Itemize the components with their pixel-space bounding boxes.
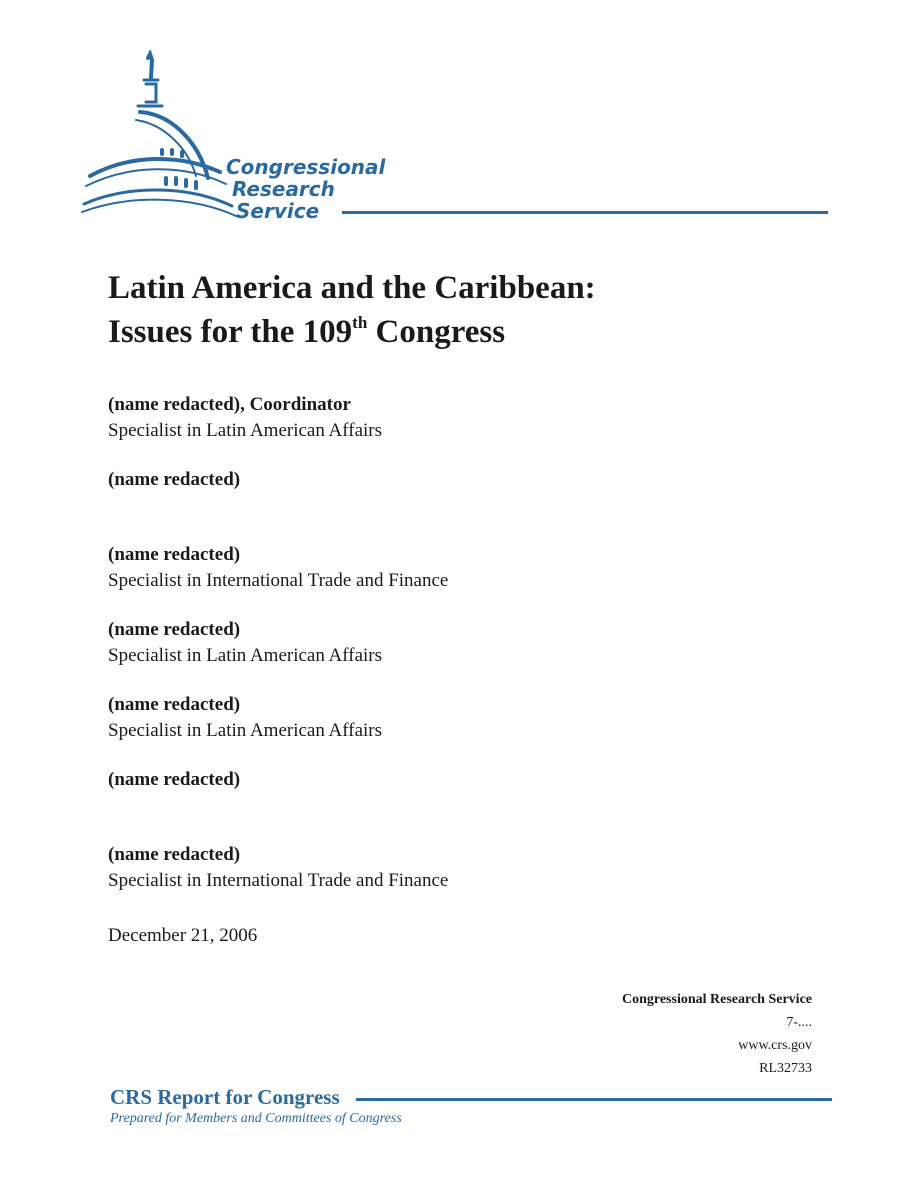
author-entry — [108, 768, 808, 820]
author-title: Specialist in International Trade and Finance — [108, 570, 449, 591]
crs-logo — [80, 50, 840, 230]
author-name: (name redacted), Coordinator — [108, 394, 351, 415]
author-title — [108, 492, 808, 520]
author-entry — [108, 618, 808, 670]
author-entry — [108, 693, 808, 745]
capitol-dome-icon — [80, 50, 240, 225]
author-title: Specialist in Latin American Affairs — [108, 645, 383, 666]
contact-block — [622, 988, 812, 1080]
author-title: Specialist in Latin American Affairs — [108, 420, 383, 441]
report-title — [108, 266, 596, 354]
footer-phone: 7-.... — [786, 1015, 812, 1030]
author-name: (name redacted) — [108, 844, 241, 865]
crs-report-rule — [356, 1098, 832, 1101]
title-line-2-suffix: Congress — [367, 314, 506, 350]
author-entry — [108, 843, 808, 895]
title-line-1: Latin America and the Caribbean: — [108, 270, 596, 306]
author-name: (name redacted) — [108, 544, 241, 565]
title-line-2-prefix: Issues for the 109 — [108, 314, 353, 350]
logo-line-congressional: Congressional — [226, 155, 386, 179]
logo-line-service: Service — [236, 199, 320, 223]
author-entry — [108, 543, 808, 595]
footer-url[interactable]: www.crs.gov — [738, 1038, 812, 1053]
author-list — [108, 393, 808, 918]
author-title — [108, 792, 808, 820]
logo-line-research: Research — [232, 177, 335, 201]
author-title: Specialist in Latin American Affairs — [108, 720, 383, 741]
title-ordinal-suffix: th — [352, 313, 368, 332]
author-entry — [108, 468, 808, 520]
prepared-for-text: Prepared for Members and Committees of Congress — [110, 1111, 402, 1126]
author-name: (name redacted) — [108, 694, 241, 715]
author-name: (name redacted) — [108, 619, 241, 640]
footer-org: Congressional Research Service — [621, 992, 812, 1007]
author-name: (name redacted) — [108, 469, 241, 490]
author-entry — [108, 393, 808, 445]
author-name: (name redacted) — [108, 769, 241, 790]
author-title: Specialist in International Trade and Finance — [108, 870, 449, 891]
footer-report-number: RL32733 — [759, 1061, 812, 1076]
crs-report-label: CRS Report for Congress — [110, 1085, 340, 1109]
logo-rule — [342, 211, 828, 214]
report-date: December 21, 2006 — [108, 925, 258, 946]
